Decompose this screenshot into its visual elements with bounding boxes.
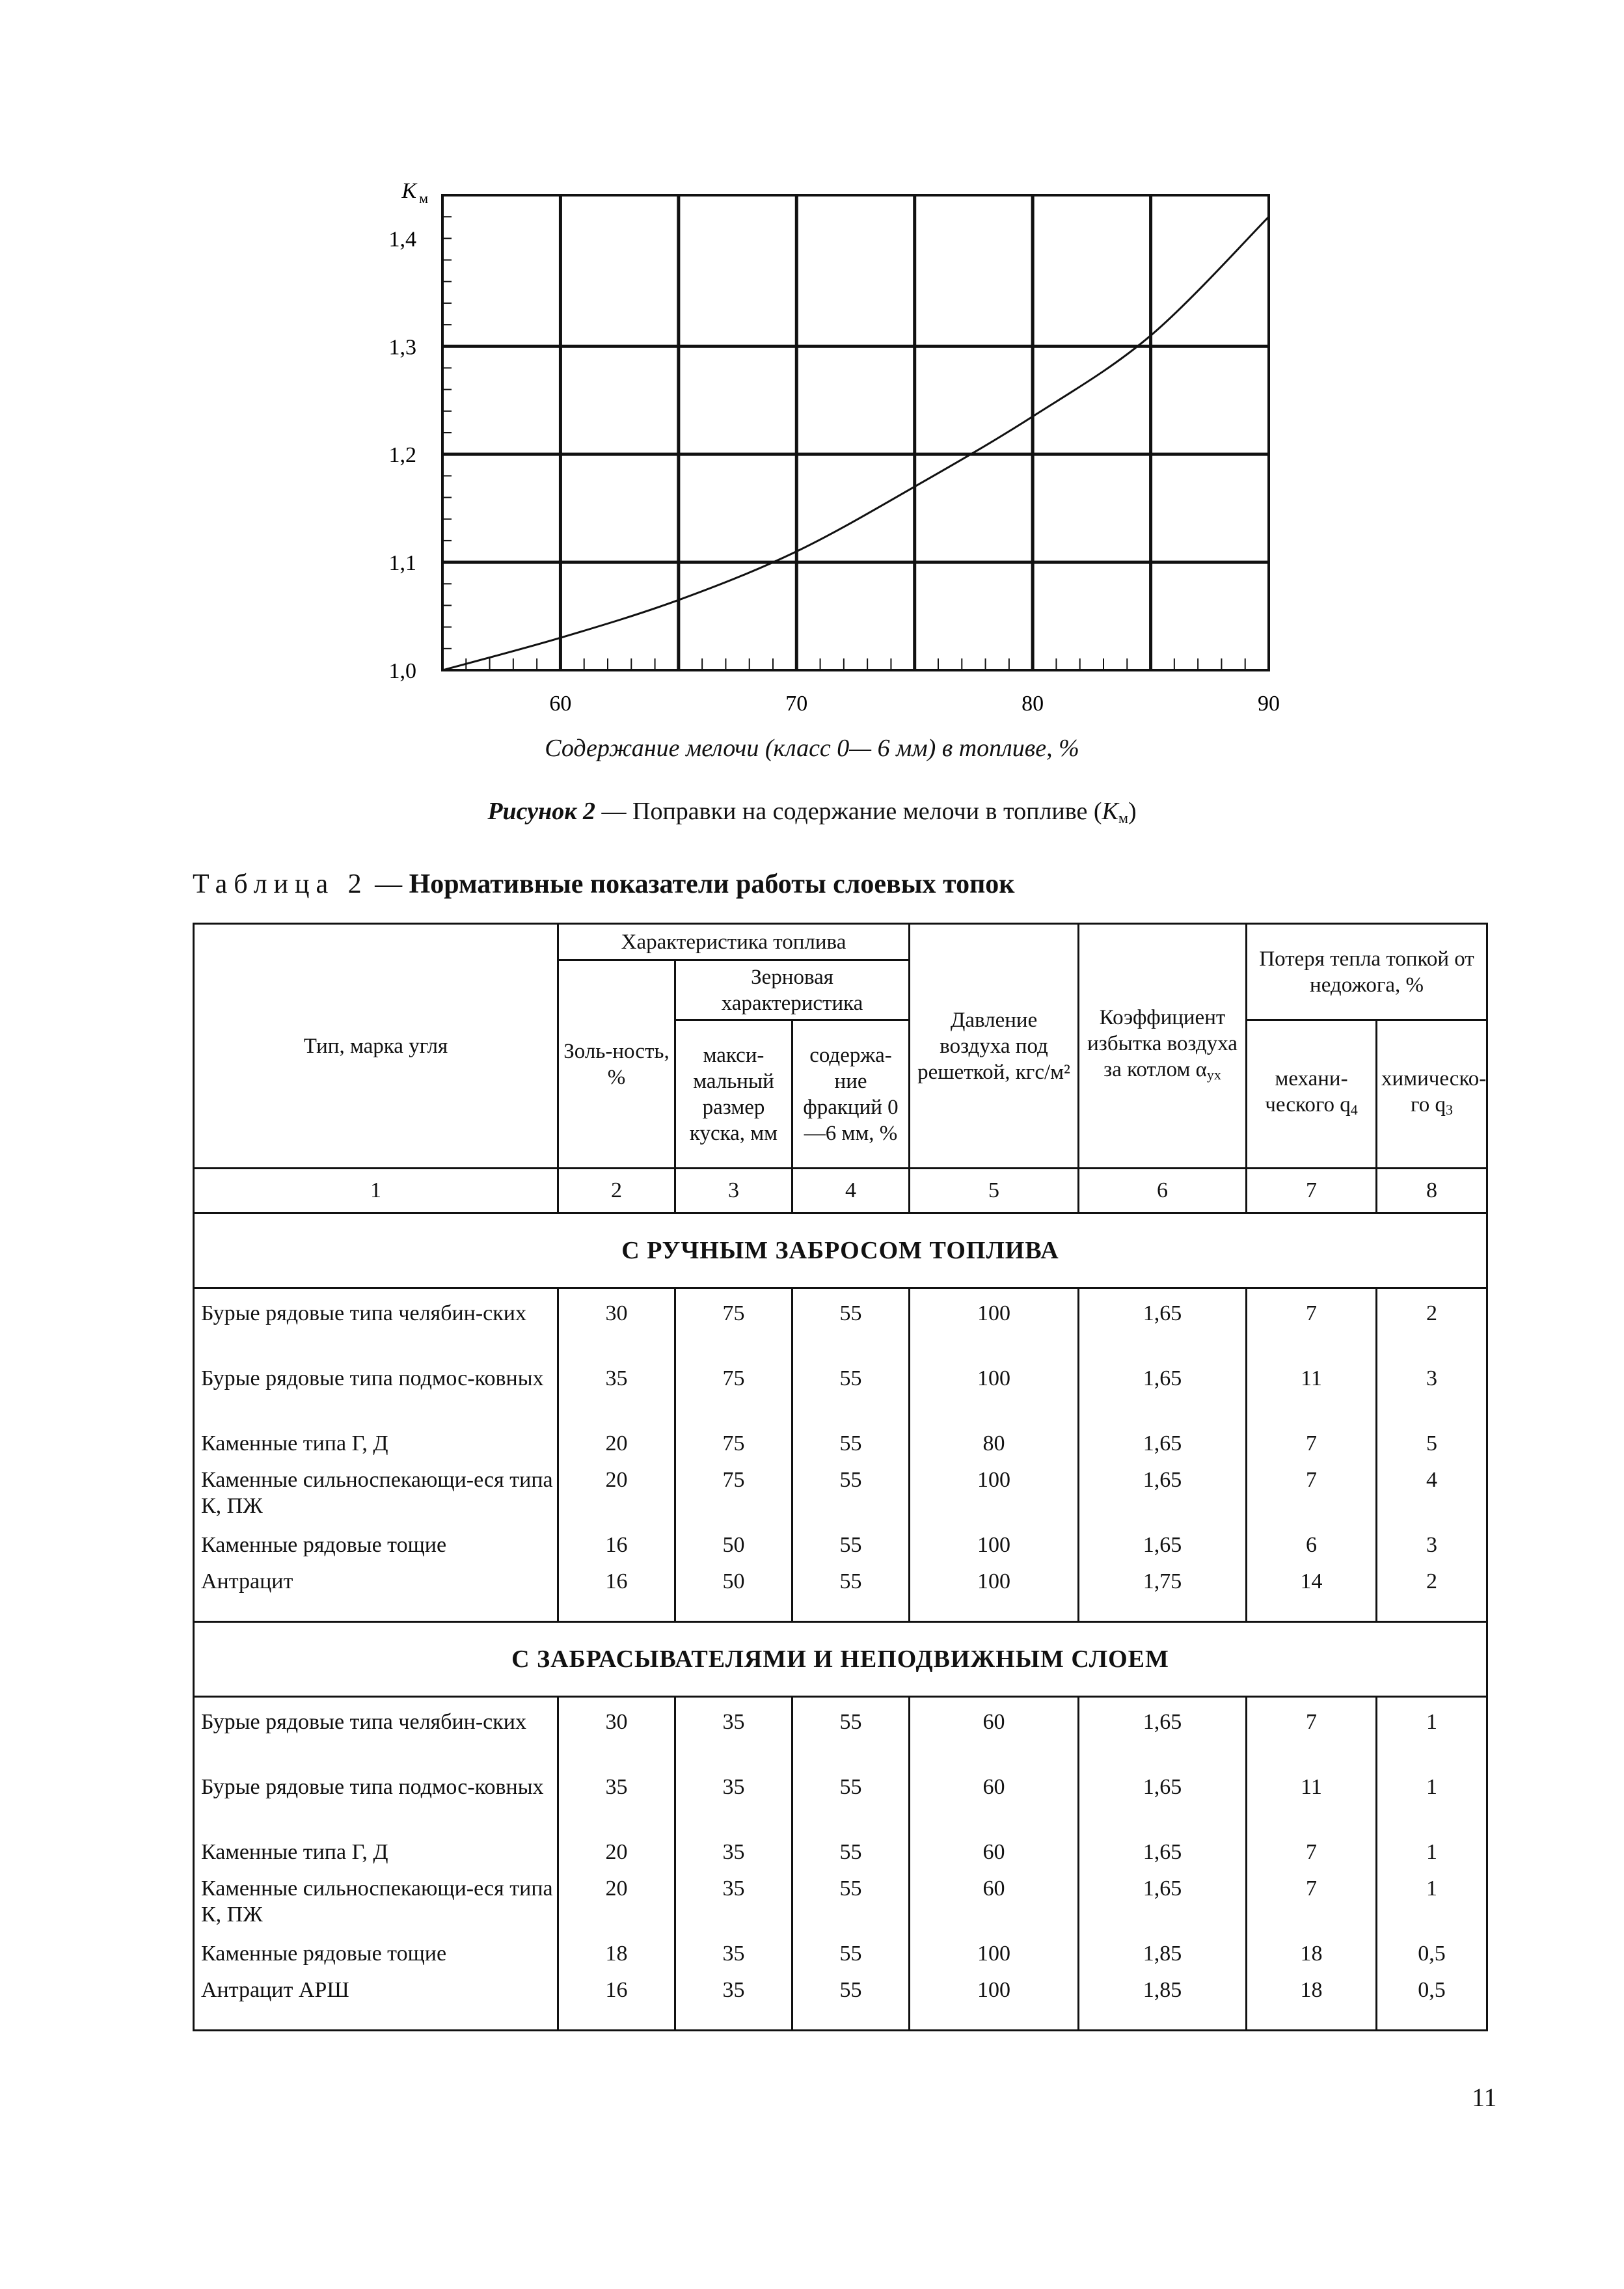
- coal-type-cell: Бурые рядовые типа челябин-ских: [194, 1709, 558, 1774]
- value-cell: 35: [558, 1774, 675, 1839]
- spacer-cell: [1377, 2014, 1487, 2031]
- spacer-cell: [1377, 1697, 1487, 1710]
- spacer-cell: [1247, 2014, 1377, 2031]
- value-cell: 20: [558, 1876, 675, 1941]
- value-cell: 1,65: [1079, 1301, 1247, 1366]
- y-tick-label: 1,1: [388, 551, 416, 576]
- header-excess-air-sub: ух: [1206, 1066, 1221, 1083]
- value-cell: 55: [792, 1467, 910, 1532]
- column-number: 7: [1247, 1169, 1377, 1213]
- value-cell: 18: [1247, 1977, 1377, 2014]
- value-cell: 35: [675, 1941, 792, 1977]
- spacer-cell: [1079, 1605, 1247, 1622]
- value-cell: 7: [1247, 1431, 1377, 1467]
- coal-type-cell: Каменные рядовые тощие: [194, 1532, 558, 1569]
- spacer-cell: [675, 1697, 792, 1710]
- table-body: [194, 1213, 1487, 2031]
- value-cell: 75: [675, 1467, 792, 1532]
- value-cell: 20: [558, 1467, 675, 1532]
- spacer-cell: [910, 1605, 1079, 1622]
- spacer-row: [194, 2014, 1487, 2031]
- section-header-row: [194, 1213, 1487, 1288]
- figure-caption: [0, 797, 1624, 828]
- value-cell: 60: [910, 1839, 1079, 1876]
- spacer-cell: [1377, 1605, 1487, 1622]
- spacer-cell: [792, 1605, 910, 1622]
- x-tick-label: 70: [785, 692, 808, 716]
- x-tick-label: 60: [549, 692, 572, 716]
- header-coal-type: Тип, марка угля: [194, 924, 558, 1169]
- figure-caption-symbol-sub: м: [1118, 810, 1129, 827]
- table-row: [194, 1709, 1487, 1774]
- value-cell: 11: [1247, 1366, 1377, 1431]
- header-max-size: макси-мальный размер куска, мм: [675, 1020, 792, 1169]
- column-number: 1: [194, 1169, 558, 1213]
- header-chemical-loss-sub: 3: [1446, 1101, 1454, 1118]
- value-cell: 55: [792, 1977, 910, 2014]
- coal-type-cell: Антрацит: [194, 1569, 558, 1605]
- header-ash-content: Золь-ность, %: [558, 960, 675, 1169]
- value-cell: 100: [910, 1467, 1079, 1532]
- column-number: 2: [558, 1169, 675, 1213]
- header-mechanical-loss-sub: 4: [1350, 1101, 1358, 1118]
- chart-x-axis-label: Содержание мелочи (класс 0— 6 мм) в топливе, %: [545, 735, 1079, 762]
- coal-type-cell: Бурые рядовые типа челябин-ских: [194, 1301, 558, 1366]
- table-title-label: Таблица 2: [193, 869, 368, 899]
- spacer-cell: [1247, 1605, 1377, 1622]
- header-fuel-characteristics: Характеристика топлива: [558, 924, 910, 960]
- value-cell: 75: [675, 1366, 792, 1431]
- value-cell: 100: [910, 1301, 1079, 1366]
- figure-caption-text: — Поправки на содержание мелочи в топливе (: [595, 798, 1102, 825]
- value-cell: 1,65: [1079, 1709, 1247, 1774]
- correction-chart: [364, 176, 1308, 735]
- spacer-cell: [1247, 1288, 1377, 1301]
- value-cell: 7: [1247, 1709, 1377, 1774]
- value-cell: 20: [558, 1431, 675, 1467]
- column-numbers-row: [194, 1169, 1487, 1213]
- value-cell: 1,85: [1079, 1977, 1247, 2014]
- figure-caption-label: Рисунок 2: [487, 798, 595, 825]
- coal-type-cell: Каменные типа Г, Д: [194, 1431, 558, 1467]
- x-tick-label: 90: [1258, 692, 1280, 716]
- y-axis-label-sub: м: [419, 190, 428, 206]
- value-cell: 55: [792, 1839, 910, 1876]
- value-cell: 0,5: [1377, 1941, 1487, 1977]
- value-cell: 14: [1247, 1569, 1377, 1605]
- table-title: [193, 869, 1014, 900]
- header-chemical-loss-text: химическо-го q: [1381, 1066, 1487, 1117]
- value-cell: 1,85: [1079, 1941, 1247, 1977]
- value-cell: 55: [792, 1569, 910, 1605]
- spacer-cell: [1079, 1288, 1247, 1301]
- value-cell: 75: [675, 1301, 792, 1366]
- coal-type-cell: Каменные сильноспекающи-еся типа К, ПЖ: [194, 1876, 558, 1941]
- value-cell: 1,65: [1079, 1467, 1247, 1532]
- value-cell: 1,65: [1079, 1532, 1247, 1569]
- spacer-cell: [792, 1697, 910, 1710]
- spacer-cell: [1079, 2014, 1247, 2031]
- spacer-cell: [910, 2014, 1079, 2031]
- value-cell: 35: [675, 1774, 792, 1839]
- header-excess-air-text: Коэффициент избытка воздуха за котлом α: [1087, 1005, 1238, 1081]
- value-cell: 35: [675, 1977, 792, 2014]
- spacer-row: [194, 1288, 1487, 1301]
- value-cell: 60: [910, 1709, 1079, 1774]
- column-number: 3: [675, 1169, 792, 1213]
- page-number: 11: [1472, 2083, 1497, 2112]
- spacer-cell: [910, 1697, 1079, 1710]
- value-cell: 2: [1377, 1569, 1487, 1605]
- spacer-cell: [558, 1605, 675, 1622]
- value-cell: 4: [1377, 1467, 1487, 1532]
- header-chemical-loss: [1377, 1020, 1487, 1169]
- figure-caption-close: ): [1128, 798, 1137, 825]
- column-number: 4: [792, 1169, 910, 1213]
- value-cell: 80: [910, 1431, 1079, 1467]
- coal-type-cell: Каменные типа Г, Д: [194, 1839, 558, 1876]
- coal-type-cell: Бурые рядовые типа подмос-ковных: [194, 1366, 558, 1431]
- value-cell: 7: [1247, 1876, 1377, 1941]
- spacer-cell: [675, 2014, 792, 2031]
- coal-type-cell: Антрацит АРШ: [194, 1977, 558, 2014]
- header-excess-air: [1079, 924, 1247, 1169]
- y-tick-label: 1,0: [388, 659, 416, 683]
- value-cell: 2: [1377, 1301, 1487, 1366]
- table-row: [194, 1301, 1487, 1366]
- value-cell: 0,5: [1377, 1977, 1487, 2014]
- value-cell: 16: [558, 1532, 675, 1569]
- figure-caption-symbol: K: [1102, 798, 1118, 825]
- value-cell: 30: [558, 1709, 675, 1774]
- spacer-cell: [194, 1605, 558, 1622]
- value-cell: 100: [910, 1532, 1079, 1569]
- spacer-cell: [558, 1288, 675, 1301]
- header-mechanical-loss-text: механи-ческого q: [1265, 1066, 1351, 1117]
- value-cell: 55: [792, 1366, 910, 1431]
- value-cell: 1: [1377, 1876, 1487, 1941]
- value-cell: 7: [1247, 1301, 1377, 1366]
- value-cell: 7: [1247, 1839, 1377, 1876]
- value-cell: 1: [1377, 1709, 1487, 1774]
- value-cell: 75: [675, 1431, 792, 1467]
- value-cell: 50: [675, 1532, 792, 1569]
- value-cell: 35: [675, 1839, 792, 1876]
- table-row: [194, 1467, 1487, 1532]
- spacer-cell: [1377, 1288, 1487, 1301]
- header-air-pressure: Давление воздуха под решеткой, кгс/м²: [910, 924, 1079, 1169]
- value-cell: 1,65: [1079, 1774, 1247, 1839]
- section-header-row: [194, 1622, 1487, 1697]
- value-cell: 18: [558, 1941, 675, 1977]
- chart-svg: [364, 176, 1308, 735]
- value-cell: 6: [1247, 1532, 1377, 1569]
- value-cell: 60: [910, 1876, 1079, 1941]
- value-cell: 55: [792, 1774, 910, 1839]
- header-heat-loss: Потеря тепла топкой от недожога, %: [1247, 924, 1487, 1020]
- coal-type-cell: Бурые рядовые типа подмос-ковных: [194, 1774, 558, 1839]
- value-cell: 35: [558, 1366, 675, 1431]
- spacer-cell: [910, 1288, 1079, 1301]
- spacer-row: [194, 1697, 1487, 1710]
- table-row: [194, 1774, 1487, 1839]
- table-row: [194, 1876, 1487, 1941]
- spacer-cell: [558, 1697, 675, 1710]
- section-title: С РУЧНЫМ ЗАБРОСОМ ТОПЛИВА: [194, 1213, 1487, 1288]
- spacer-cell: [1079, 1697, 1247, 1710]
- value-cell: 1: [1377, 1839, 1487, 1876]
- spacer-cell: [792, 1288, 910, 1301]
- value-cell: 35: [675, 1709, 792, 1774]
- value-cell: 20: [558, 1839, 675, 1876]
- table-row: [194, 1839, 1487, 1876]
- spacer-cell: [194, 2014, 558, 2031]
- column-number: 6: [1079, 1169, 1247, 1213]
- spacer-cell: [194, 1288, 558, 1301]
- table-title-dash: —: [368, 869, 409, 899]
- value-cell: 11: [1247, 1774, 1377, 1839]
- value-cell: 7: [1247, 1467, 1377, 1532]
- header-grain-characteristics: Зерновая характеристика: [675, 960, 910, 1020]
- table-row: [194, 1532, 1487, 1569]
- value-cell: 100: [910, 1569, 1079, 1605]
- value-cell: 100: [910, 1366, 1079, 1431]
- y-tick-label: 1,2: [388, 443, 416, 468]
- spacer-cell: [675, 1605, 792, 1622]
- header-fines-content: содержа-ние фракций 0—6 мм, %: [792, 1020, 910, 1169]
- value-cell: 55: [792, 1301, 910, 1366]
- value-cell: 50: [675, 1569, 792, 1605]
- spacer-cell: [1247, 1697, 1377, 1710]
- value-cell: 1: [1377, 1774, 1487, 1839]
- table-row: [194, 1366, 1487, 1431]
- value-cell: 100: [910, 1977, 1079, 2014]
- header-mechanical-loss: [1247, 1020, 1377, 1169]
- spacer-cell: [792, 2014, 910, 2031]
- section-title: С ЗАБРАСЫВАТЕЛЯМИ И НЕПОДВИЖНЫМ СЛОЕМ: [194, 1622, 1487, 1697]
- value-cell: 35: [675, 1876, 792, 1941]
- value-cell: 3: [1377, 1532, 1487, 1569]
- correction-curve: [442, 217, 1269, 670]
- column-number: 5: [910, 1169, 1079, 1213]
- value-cell: 16: [558, 1569, 675, 1605]
- table-title-text: Нормативные показатели работы слоевых топок: [409, 869, 1015, 899]
- table-row: [194, 1569, 1487, 1605]
- value-cell: 1,75: [1079, 1569, 1247, 1605]
- value-cell: 55: [792, 1431, 910, 1467]
- spacer-cell: [675, 1288, 792, 1301]
- plot-frame: [442, 195, 1269, 670]
- y-tick-label: 1,3: [388, 335, 416, 360]
- value-cell: 1,65: [1079, 1876, 1247, 1941]
- coal-type-cell: Каменные рядовые тощие: [194, 1941, 558, 1977]
- coal-type-cell: Каменные сильноспекающи-еся типа К, ПЖ: [194, 1467, 558, 1532]
- norms-table: [193, 923, 1488, 2031]
- value-cell: 16: [558, 1977, 675, 2014]
- table-row: [194, 1431, 1487, 1467]
- y-tick-label: 1,4: [388, 227, 416, 252]
- value-cell: 5: [1377, 1431, 1487, 1467]
- table-row: [194, 1941, 1487, 1977]
- spacer-cell: [558, 2014, 675, 2031]
- value-cell: 1,65: [1079, 1839, 1247, 1876]
- spacer-row: [194, 1605, 1487, 1622]
- value-cell: 18: [1247, 1941, 1377, 1977]
- spacer-cell: [194, 1697, 558, 1710]
- value-cell: 1,65: [1079, 1366, 1247, 1431]
- value-cell: 30: [558, 1301, 675, 1366]
- value-cell: 60: [910, 1774, 1079, 1839]
- value-cell: 55: [792, 1876, 910, 1941]
- value-cell: 3: [1377, 1366, 1487, 1431]
- x-tick-label: 80: [1022, 692, 1044, 716]
- value-cell: 55: [792, 1941, 910, 1977]
- value-cell: 1,65: [1079, 1431, 1247, 1467]
- value-cell: 100: [910, 1941, 1079, 1977]
- value-cell: 55: [792, 1709, 910, 1774]
- y-axis-label: K: [401, 179, 416, 203]
- value-cell: 55: [792, 1532, 910, 1569]
- table-row: [194, 1977, 1487, 2014]
- column-number: 8: [1377, 1169, 1487, 1213]
